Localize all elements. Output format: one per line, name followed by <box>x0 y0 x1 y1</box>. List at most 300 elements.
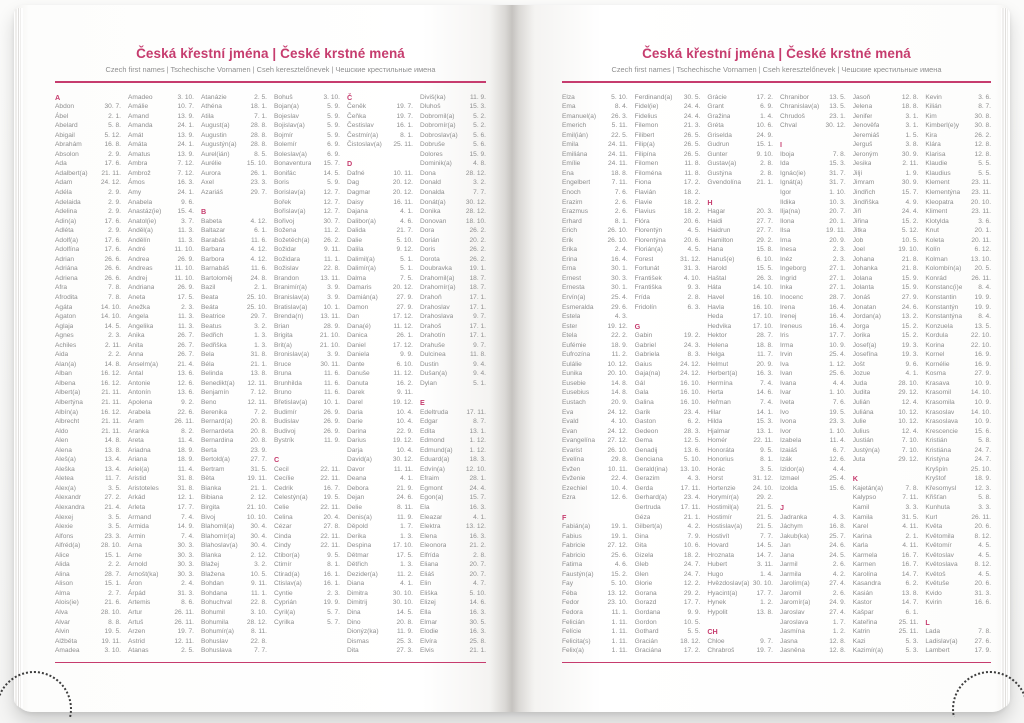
given-name: Bohdan <box>201 580 224 588</box>
name-day-date: 26. 5. <box>683 131 701 139</box>
given-name: Achiles <box>55 341 77 349</box>
name-day-row <box>635 178 701 188</box>
name-day-date: 13. 1. <box>756 427 774 435</box>
name-day-row <box>420 226 486 236</box>
name-day-date: 28. 12. <box>246 618 267 626</box>
given-name: Božislav <box>274 265 299 273</box>
name-day-row <box>55 255 121 265</box>
name-day-row <box>347 541 413 551</box>
name-day-date: 15. 9. <box>469 150 486 158</box>
given-name: Čeňka <box>347 112 367 120</box>
given-name: Boris <box>274 179 290 187</box>
name-day-row <box>201 455 267 465</box>
name-day-row <box>925 398 991 408</box>
name-day-date: 10. 9. <box>974 399 992 406</box>
given-name: Anselm(a) <box>128 360 159 368</box>
given-name: Andrea <box>128 255 150 263</box>
name-day-date: 26. 3. <box>611 112 628 120</box>
name-day-row <box>420 570 486 580</box>
name-day-row <box>853 360 919 370</box>
name-day-row <box>925 303 991 313</box>
given-name: Břetislav(a) <box>274 399 308 406</box>
name-day-row <box>128 455 194 465</box>
name-day-date: 21. 11. <box>101 399 121 406</box>
name-day-row <box>780 532 846 542</box>
name-day-date: 26. 1. <box>250 169 267 177</box>
given-name: Darja <box>347 446 363 454</box>
name-day-date: 4. 12. <box>250 255 267 263</box>
name-day-date: 17. 7. <box>829 332 846 340</box>
name-day-row <box>201 408 267 418</box>
name-day-row <box>55 455 121 465</box>
given-name: Aleš(a) <box>55 456 76 464</box>
name-day-date: 16. 8. <box>829 523 846 531</box>
given-name: Eliáš <box>420 570 435 578</box>
given-name: Hynek <box>707 599 727 607</box>
name-day-date: 5. 10. <box>611 580 628 588</box>
name-day-date: 20. 7. <box>469 561 486 569</box>
given-name: Erazmus <box>562 208 589 216</box>
given-name: Aleška <box>55 465 75 473</box>
name-day-date: 4. 1. <box>400 580 413 588</box>
name-day-date: 7. 1. <box>254 112 267 120</box>
given-name: Jordan(a) <box>852 313 881 321</box>
name-day-date: 3. 11. <box>757 561 774 569</box>
name-day-date: 14. 10. <box>100 303 121 311</box>
name-day-row <box>925 493 991 503</box>
name-day-row <box>853 408 919 418</box>
given-name: Gothard <box>634 628 659 636</box>
given-name: Krasomila <box>925 399 955 406</box>
given-name: Donald <box>420 179 441 187</box>
given-name: Grácie <box>707 93 727 101</box>
name-day-row <box>780 274 846 284</box>
given-name: Abdon <box>55 103 75 111</box>
given-name: Amy <box>128 188 142 196</box>
name-day-row <box>635 522 701 532</box>
given-name: Armida <box>128 523 149 531</box>
given-name: André <box>128 246 146 254</box>
name-day-row <box>274 112 340 122</box>
name-day-date: 4. 5. <box>687 227 701 235</box>
name-day-date: 7. 5. <box>400 274 413 282</box>
given-name: Jorga <box>852 322 870 330</box>
name-day-row <box>925 369 991 379</box>
given-name: Alex(a) <box>55 484 76 492</box>
given-name: Honoráta <box>707 446 735 454</box>
name-day-date: 13. 10. <box>970 255 992 263</box>
name-day-row <box>128 283 194 293</box>
name-day-date: 8. 5. <box>254 150 267 158</box>
name-day-date: 16. 1. <box>323 570 340 578</box>
given-name: Gerda <box>634 484 653 492</box>
given-name: Iva <box>780 360 789 368</box>
page-title: Česká křestní jména | České krstné mená <box>642 46 911 61</box>
name-day-date: 7. 8. <box>108 293 121 301</box>
name-day-date: 11. 3. <box>177 227 194 235</box>
name-day-row <box>201 150 267 160</box>
name-day-row <box>562 293 628 303</box>
given-name: Dalida <box>347 227 366 235</box>
given-name: Azariáš <box>201 188 223 196</box>
name-day-date: 21. 5. <box>756 504 774 512</box>
name-day-row <box>347 551 413 561</box>
given-name: Haštal <box>707 274 727 282</box>
name-day-row <box>780 388 846 398</box>
name-day-row <box>347 598 413 608</box>
name-day-date: 29. 7. <box>250 188 267 196</box>
name-day-row <box>853 369 919 379</box>
name-day-row <box>55 493 121 503</box>
given-name: Julián <box>852 399 870 406</box>
given-name: Bohumil <box>201 609 225 617</box>
name-day-row <box>925 245 991 255</box>
name-day-date: 9. 7. <box>473 341 486 349</box>
name-day-date: 4. 9. <box>905 198 919 206</box>
name-day-date: 16. 9. <box>974 351 992 359</box>
name-day-row <box>562 303 628 313</box>
name-day-row <box>707 159 773 169</box>
name-day-date: 1. 9. <box>905 169 919 177</box>
given-name: Jolanta <box>852 284 874 292</box>
name-day-date: 27. 1. <box>829 265 846 273</box>
given-name: Gina <box>634 532 649 540</box>
name-day-row <box>925 436 991 446</box>
given-name: Jadranka <box>780 513 808 521</box>
name-day-row <box>420 303 486 313</box>
name-day-row <box>201 598 267 608</box>
name-day-row <box>128 446 194 456</box>
name-day-date: 3. 5. <box>108 484 121 492</box>
given-name: Jaromil <box>780 589 802 597</box>
name-day-date: 15. 6. <box>829 484 846 492</box>
name-day-row <box>853 341 919 351</box>
name-day-row <box>635 455 701 465</box>
name-day-row <box>562 436 628 446</box>
name-day-row <box>707 560 773 570</box>
name-day-row <box>420 618 486 628</box>
name-day-date: 22. 5. <box>611 131 628 139</box>
name-day-row <box>55 245 121 255</box>
given-name: Amand <box>128 112 149 120</box>
name-day-row <box>780 112 846 122</box>
name-day-row <box>853 484 919 494</box>
name-day-date: 31. 12. <box>680 255 701 263</box>
name-day-row <box>55 169 121 179</box>
given-name: Amát <box>128 131 144 139</box>
name-day-date: 1. 11. <box>611 647 628 655</box>
name-day-row <box>707 522 773 532</box>
section-letter: Č <box>347 92 353 102</box>
given-name: Alen <box>55 437 69 445</box>
name-day-date: 25. 4. <box>829 351 846 359</box>
given-name: Bernardeta <box>201 427 234 435</box>
name-day-row <box>853 188 919 198</box>
name-day-date: 26. 10. <box>607 236 628 244</box>
name-day-date: 3. 5. <box>760 465 774 473</box>
given-name: Beáta <box>201 303 219 311</box>
name-day-date: 26. 2. <box>469 255 486 263</box>
name-day-row <box>55 322 121 332</box>
name-day-date: 14. 1. <box>756 408 774 416</box>
name-day-row <box>420 140 486 150</box>
given-name: Erina <box>562 255 578 263</box>
name-day-row <box>707 388 773 398</box>
name-day-date: 19. 9. <box>323 599 340 607</box>
name-day-row <box>420 236 486 246</box>
name-day-row <box>420 427 486 437</box>
given-name: Eustach <box>562 399 586 406</box>
name-day-date: 7. 4. <box>760 379 774 387</box>
given-name: Arnošt(ka) <box>128 570 159 578</box>
given-name: Dorián <box>420 236 440 244</box>
name-day-date: 28. 7. <box>829 293 846 301</box>
name-day-row <box>853 217 919 227</box>
given-name: Chrudoš <box>780 112 805 120</box>
name-day-date: 13. 8. <box>901 589 919 597</box>
name-day-row <box>128 398 194 408</box>
name-day-date: 15. 7. <box>323 160 340 168</box>
name-day-date: 17. 5. <box>177 293 194 301</box>
given-name: Damián(a) <box>347 293 378 301</box>
given-name: Ema <box>562 103 576 111</box>
name-day-row <box>780 331 846 341</box>
given-name: Iveta <box>780 399 795 406</box>
name-day-date: 21. 6. <box>104 599 121 607</box>
given-name: Gerazim <box>634 475 660 483</box>
name-day-row <box>347 560 413 570</box>
name-day-row <box>55 274 121 284</box>
name-day-row <box>925 532 991 542</box>
name-day-date: 17. 7. <box>756 589 774 597</box>
given-name: Horymír(a) <box>707 494 739 502</box>
name-day-date: 3. 1. <box>905 112 919 120</box>
name-day-row <box>55 551 121 561</box>
given-name: Emanuel(a) <box>562 112 597 120</box>
name-day-row <box>420 112 486 122</box>
name-day-date: 11. 8. <box>684 160 701 168</box>
name-day-date: 10. 3. <box>829 198 846 206</box>
name-day-date: 5. 10. <box>396 236 413 244</box>
name-day-row <box>347 341 413 351</box>
given-name: Havel <box>707 293 725 301</box>
name-day-date: 31. 3. <box>177 589 194 597</box>
name-day-date: 18. 7. <box>469 284 486 292</box>
name-day-row <box>562 255 628 265</box>
name-day-row <box>780 283 846 293</box>
given-name: Damon <box>347 303 369 311</box>
name-day-row <box>201 446 267 456</box>
given-name: Anděl(a) <box>128 227 153 235</box>
name-day-row <box>562 446 628 456</box>
name-day-row <box>562 570 628 580</box>
name-day-row <box>780 627 846 637</box>
name-day-row <box>562 484 628 494</box>
given-name: Kašpar <box>852 609 874 617</box>
given-name: Klotylda <box>925 217 949 225</box>
name-day-row <box>128 465 194 475</box>
given-name: Jasněna <box>780 647 805 655</box>
name-day-row <box>274 283 340 293</box>
name-day-date: 14. 10. <box>100 313 121 321</box>
given-name: Chrabroš <box>707 647 735 655</box>
name-day-date: 1. 7. <box>832 618 846 626</box>
name-day-row <box>635 293 701 303</box>
name-day-row <box>420 369 486 379</box>
name-day-date: 5. 1. <box>473 379 486 387</box>
name-day-row <box>925 541 991 551</box>
given-name: Erich <box>562 227 578 235</box>
name-day-date: 27. 1. <box>829 274 846 282</box>
name-day-date: 22. 8. <box>250 599 267 607</box>
name-day-row <box>420 207 486 217</box>
name-day-date: 28. 10. <box>100 609 121 617</box>
name-day-row <box>853 121 919 131</box>
name-day-row <box>347 274 413 284</box>
name-day-date: 21. 4. <box>177 360 194 368</box>
given-name: Hovard <box>707 542 729 550</box>
name-day-date: 12. 3. <box>974 484 992 492</box>
given-name: Drahoslava <box>420 313 454 321</box>
given-name: Andrej <box>128 274 148 282</box>
name-column <box>420 93 486 656</box>
name-day-date: 22. 11. <box>320 542 340 550</box>
name-day-date: 1. 12. <box>469 437 486 445</box>
given-name: Fidelius <box>634 112 658 120</box>
given-name: Darina <box>347 427 367 435</box>
name-day-date: 21. 3. <box>683 122 701 130</box>
name-day-row <box>128 303 194 313</box>
name-day-date: 20. 3. <box>756 208 774 216</box>
name-day-row <box>707 598 773 608</box>
name-day-row <box>274 140 340 150</box>
name-day-row <box>853 398 919 408</box>
given-name: Glen <box>634 570 649 578</box>
given-name: Blažej <box>201 561 219 569</box>
given-name: Ladislav(a) <box>925 637 958 645</box>
given-name: Evžen <box>562 465 581 473</box>
name-day-row <box>128 484 194 494</box>
given-name: Drahomír(a) <box>420 284 456 292</box>
given-name: Elvíra <box>420 637 437 645</box>
given-name: Bystrík <box>274 437 295 445</box>
name-day-row <box>201 350 267 360</box>
given-name: Dylan <box>420 379 437 387</box>
name-day-row <box>707 274 773 284</box>
name-day-row <box>274 93 340 103</box>
name-day-row <box>420 446 486 456</box>
given-name: Andělín <box>128 236 151 244</box>
given-name: Danuše <box>347 370 370 378</box>
name-day-row <box>55 570 121 580</box>
name-day-row <box>635 159 701 169</box>
name-day-date: 5. 5. <box>978 169 992 177</box>
given-name: Fatima <box>562 561 583 569</box>
given-name: Dětřich <box>347 561 368 569</box>
name-day-date: 10. 6. <box>756 122 774 130</box>
name-day-row <box>274 322 340 332</box>
name-day-row <box>925 188 991 198</box>
name-day-row <box>201 341 267 351</box>
given-name: Fedor <box>562 599 580 607</box>
given-name: Bořislav(a) <box>274 208 306 216</box>
name-day-row <box>925 102 991 112</box>
given-name: Gaston <box>634 418 656 426</box>
name-day-row <box>635 446 701 456</box>
name-day-date: 17. 11. <box>680 504 701 512</box>
given-name: Gorana <box>634 589 657 597</box>
name-day-date: 1. 12. <box>829 360 846 368</box>
given-name: Dalibor(a) <box>347 217 376 225</box>
name-day-date: 17. 10. <box>752 313 774 321</box>
name-day-row <box>55 112 121 122</box>
name-day-date: 1. 12. <box>469 446 486 454</box>
name-day-date: 9. 10. <box>756 150 774 158</box>
name-day-row <box>635 264 701 274</box>
name-day-date: 26. 9. <box>323 408 340 416</box>
given-name: Bohumila <box>201 618 229 626</box>
name-day-date: 30. 3. <box>177 551 194 559</box>
name-day-row <box>635 341 701 351</box>
name-day-date: 23. 11. <box>971 208 992 216</box>
name-day-date: 16. 4. <box>829 322 846 330</box>
given-name: Jarolím(a) <box>780 580 810 588</box>
given-name: Donovan <box>420 217 447 225</box>
name-day-row <box>853 331 919 341</box>
name-day-date: 21. 5. <box>756 513 774 521</box>
name-day-date: 10. 11. <box>393 169 413 177</box>
given-name: Ima <box>780 236 792 244</box>
given-name: Chval <box>780 122 797 130</box>
name-day-row <box>55 360 121 370</box>
given-name: Felicián <box>562 618 585 626</box>
name-day-date: 9. 3. <box>687 284 701 292</box>
name-day-date: 1. 10. <box>829 389 846 397</box>
name-day-date: 8. 3. <box>687 351 701 359</box>
name-day-date: 4. 8. <box>473 160 486 168</box>
name-day-row <box>707 226 773 236</box>
name-day-date: 5. 2. <box>473 112 486 120</box>
name-day-date: 26. 11. <box>971 513 992 521</box>
name-day-date: 14. 6. <box>756 389 774 397</box>
name-day-row <box>562 207 628 217</box>
name-day-date: 19. 10. <box>898 246 919 254</box>
name-day-date: 18. 9. <box>974 475 992 483</box>
given-name: Beatus <box>201 322 222 330</box>
name-day-row <box>925 264 991 274</box>
name-day-row <box>201 474 267 484</box>
name-day-row <box>562 322 628 332</box>
name-day-date: 14. 5. <box>323 169 340 177</box>
name-day-row <box>347 350 413 360</box>
name-day-date: 11. 1. <box>611 609 628 617</box>
name-day-date: 23. 11. <box>971 179 992 187</box>
name-day-row <box>925 579 991 589</box>
name-day-row <box>635 513 701 523</box>
name-day-row <box>780 150 846 160</box>
given-name: Chranibor <box>780 93 809 101</box>
name-day-date: 3. 9. <box>327 351 340 359</box>
name-day-row <box>635 618 701 628</box>
name-day-row <box>925 322 991 332</box>
given-name: Gita <box>634 542 647 550</box>
name-day-date: 22. 11. <box>320 504 340 512</box>
name-day-row <box>562 331 628 341</box>
name-day-row <box>925 131 991 141</box>
given-name: Doubravka <box>420 265 452 273</box>
name-day-date: 25. 11. <box>898 618 919 626</box>
name-day-row <box>347 608 413 618</box>
